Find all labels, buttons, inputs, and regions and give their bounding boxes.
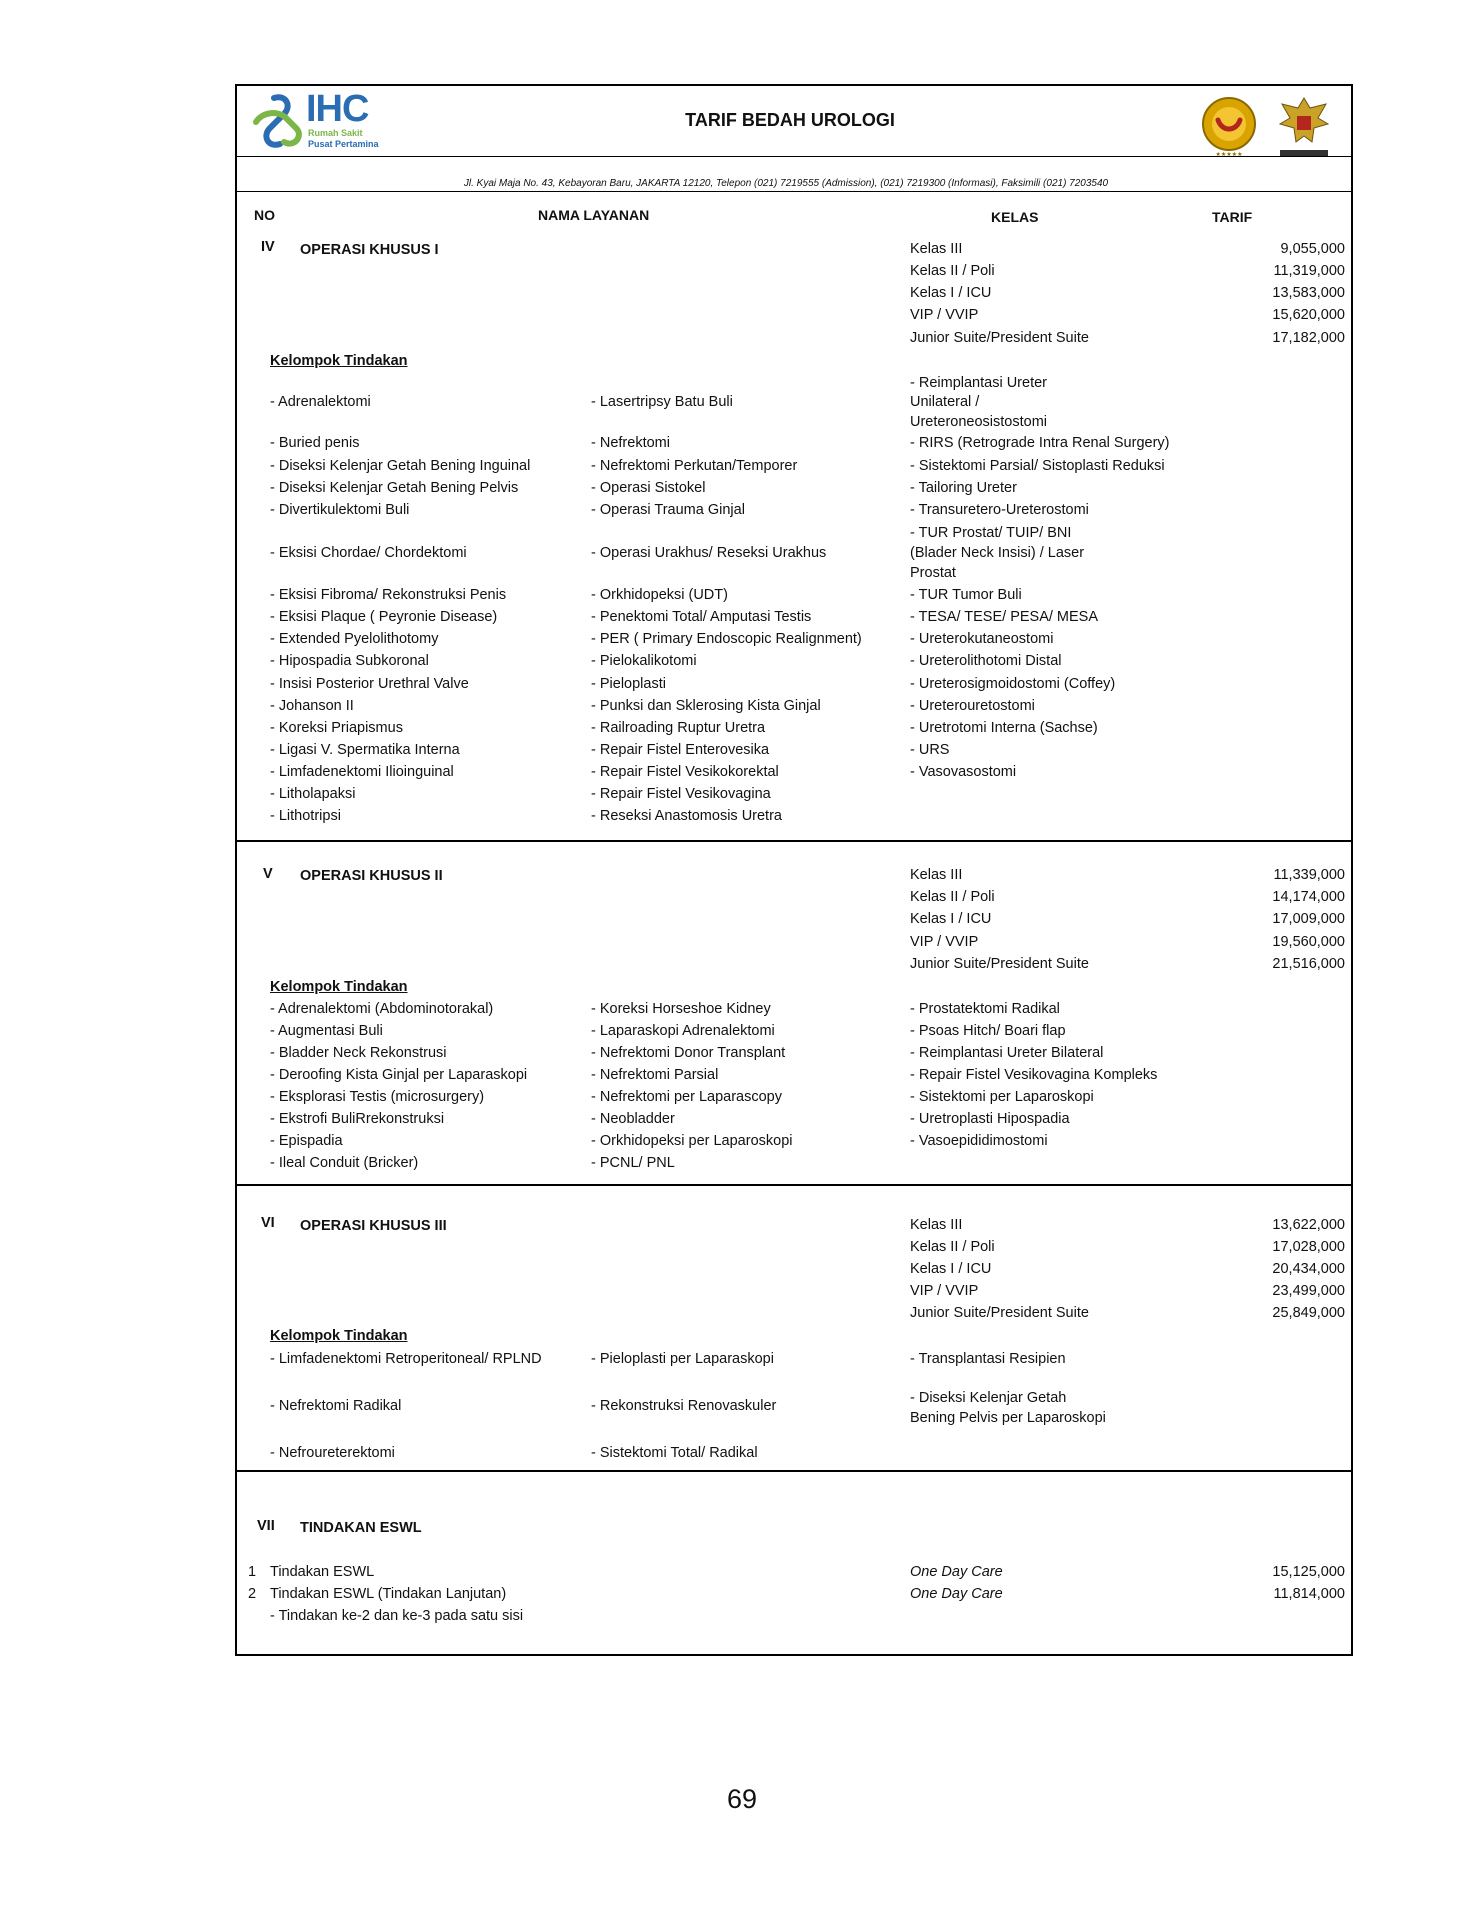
procedure-item: - Eksisi Chordae/ Chordektomi xyxy=(270,545,467,561)
procedure-item: - Diseksi Kelenjar Getah xyxy=(910,1390,1067,1406)
procedure-item: - Limfadenektomi Retroperitoneal/ RPLND xyxy=(270,1351,542,1367)
procedure-item: Prostat xyxy=(910,565,956,581)
procedure-item: - TUR Prostat/ TUIP/ BNI xyxy=(910,525,1072,541)
procedure-item: - Orkhidopeksi per Laparoskopi xyxy=(591,1133,793,1149)
procedure-item: Ureteroneosistostomi xyxy=(910,414,1047,430)
procedure-item: - Ureterokutaneostomi xyxy=(910,631,1054,647)
procedure-item: - Nefrektomi Donor Transplant xyxy=(591,1045,786,1061)
procedure-item: - Repair Fistel Enterovesika xyxy=(591,742,770,758)
procedure-item: - Operasi Trauma Ginjal xyxy=(591,502,745,518)
procedure-item: - TUR Tumor Buli xyxy=(910,587,1022,603)
rate-tarif: 11,339,000 xyxy=(1273,867,1345,883)
procedure-item: - Lasertripsy Batu Buli xyxy=(591,394,733,410)
procedure-item: - Prostatektomi Radikal xyxy=(910,1001,1060,1017)
column-header-no: NO xyxy=(254,207,275,223)
procedure-item: - Adrenalektomi xyxy=(270,394,371,410)
procedure-item: - Rekonstruksi Renovaskuler xyxy=(591,1398,777,1414)
procedure-item: - Insisi Posterior Urethral Valve xyxy=(270,676,469,692)
svg-text:★★★★★: ★★★★★ xyxy=(1215,152,1243,158)
procedure-item: - Sistektomi Total/ Radikal xyxy=(591,1445,758,1461)
procedure-item: - Operasi Urakhus/ Reseksi Urakhus xyxy=(591,545,827,561)
procedure-item: - Ureterolithotomi Distal xyxy=(910,653,1062,669)
procedure-item: - Epispadia xyxy=(270,1133,343,1149)
procedure-item: - Uretrotomi Interna (Sachse) xyxy=(910,720,1098,736)
procedure-item: - Nefrektomi xyxy=(591,435,670,451)
kelompok-tindakan-label: Kelompok Tindakan xyxy=(270,979,408,995)
rate-tarif: 17,028,000 xyxy=(1272,1239,1345,1255)
section-title: OPERASI KHUSUS II xyxy=(300,868,443,884)
rate-kelas: VIP / VVIP xyxy=(910,934,979,950)
rate-tarif: 19,560,000 xyxy=(1272,934,1345,950)
procedure-item: - Eksplorasi Testis (microsurgery) xyxy=(270,1089,485,1105)
procedure-item: - Sistektomi Parsial/ Sistoplasti Reduksi xyxy=(910,458,1165,474)
procedure-item: Tindakan ESWL (Tindakan Lanjutan) xyxy=(270,1586,507,1602)
procedure-note: - Tindakan ke-2 dan ke-3 pada satu sisi xyxy=(270,1608,524,1624)
procedure-item: - Extended Pyelolithotomy xyxy=(270,631,439,647)
rate-tarif: 25,849,000 xyxy=(1272,1305,1345,1321)
procedure-item: - Limfadenektomi Ilioinguinal xyxy=(270,764,454,780)
procedure-item: - Divertikulektomi Buli xyxy=(270,502,410,518)
procedure-item: - Eksisi Plaque ( Peyronie Disease) xyxy=(270,609,498,625)
procedure-item: - Lithotripsi xyxy=(270,808,341,824)
rate-tarif: 17,009,000 xyxy=(1272,911,1345,927)
procedure-item: - Orkhidopeksi (UDT) xyxy=(591,587,728,603)
procedure-item: - Buried penis xyxy=(270,435,360,451)
column-header-nama: NAMA LAYANAN xyxy=(538,207,650,223)
procedure-item: - Penektomi Total/ Amputasi Testis xyxy=(591,609,812,625)
procedure-item: Tindakan ESWL xyxy=(270,1564,375,1580)
rate-kelas: One Day Care xyxy=(910,1564,1003,1580)
rate-kelas: Junior Suite/President Suite xyxy=(910,956,1089,972)
procedure-item: - Neobladder xyxy=(591,1111,675,1127)
accreditation-emblem-icon xyxy=(1198,96,1260,158)
rate-kelas: Kelas II / Poli xyxy=(910,263,995,279)
procedure-item: - Tailoring Ureter xyxy=(910,480,1017,496)
procedure-item: - Nefrektomi Perkutan/Temporer xyxy=(591,458,798,474)
procedure-item: - Laparaskopi Adrenalektomi xyxy=(591,1023,775,1039)
rate-tarif: 20,434,000 xyxy=(1272,1261,1345,1277)
procedure-item: Unilateral / xyxy=(910,394,980,410)
rate-tarif: 15,620,000 xyxy=(1272,307,1345,323)
procedure-item: - Ileal Conduit (Bricker) xyxy=(270,1155,419,1171)
rate-tarif: 11,814,000 xyxy=(1273,1586,1345,1602)
procedure-item: - Reseksi Anastomosis Uretra xyxy=(591,808,782,824)
rate-kelas: Kelas II / Poli xyxy=(910,889,995,905)
procedure-item: - Koreksi Horseshoe Kidney xyxy=(591,1001,771,1017)
procedure-item: - Hipospadia Subkoronal xyxy=(270,653,429,669)
procedure-item: - Diseksi Kelenjar Getah Bening Pelvis xyxy=(270,480,519,496)
procedure-item: - URS xyxy=(910,742,950,758)
procedure-item: - PER ( Primary Endoscopic Realignment) xyxy=(591,631,862,647)
item-number: 1 xyxy=(248,1564,257,1580)
section-number: VI xyxy=(261,1215,275,1231)
procedure-item: - Pielokalikotomi xyxy=(591,653,697,669)
procedure-item: Bening Pelvis per Laparoskopi xyxy=(910,1410,1106,1426)
rate-kelas: Junior Suite/President Suite xyxy=(910,1305,1089,1321)
logo-text: IHC xyxy=(306,88,369,130)
section-title: OPERASI KHUSUS III xyxy=(300,1218,447,1234)
procedure-item: - Koreksi Priapismus xyxy=(270,720,403,736)
procedure-item: - TESA/ TESE/ PESA/ MESA xyxy=(910,609,1099,625)
procedure-item: - Adrenalektomi (Abdominotorakal) xyxy=(270,1001,494,1017)
procedure-item: - Sistektomi per Laparoskopi xyxy=(910,1089,1094,1105)
procedure-item: (Blader Neck Insisi) / Laser xyxy=(910,545,1085,561)
procedure-item: - Litholapaksi xyxy=(270,786,356,802)
section-number: V xyxy=(263,866,273,882)
procedure-item: - Pieloplasti per Laparaskopi xyxy=(591,1351,774,1367)
page-title: TARIF BEDAH UROLOGI xyxy=(685,110,895,130)
column-header-tarif: TARIF xyxy=(1212,209,1253,225)
procedure-item: - Reimplantasi Ureter Bilateral xyxy=(910,1045,1104,1061)
procedure-item: - Ekstrofi BuliRrekonstruksi xyxy=(270,1111,445,1127)
section-divider xyxy=(235,1470,1353,1472)
procedure-item: - PCNL/ PNL xyxy=(591,1155,675,1171)
logo-subtitle: Pusat Pertamina xyxy=(308,139,379,149)
procedure-item: - Punksi dan Sklerosing Kista Ginjal xyxy=(591,698,821,714)
item-number: 2 xyxy=(248,1586,257,1602)
section-divider xyxy=(235,1184,1353,1186)
procedure-item: - Nefroureterektomi xyxy=(270,1445,395,1461)
procedure-item: - Nefrektomi per Laparascopy xyxy=(591,1089,782,1105)
procedure-item: - RIRS (Retrograde Intra Renal Surgery) xyxy=(910,435,1170,451)
procedure-item: - Reimplantasi Ureter xyxy=(910,375,1047,391)
procedure-item: - Psoas Hitch/ Boari flap xyxy=(910,1023,1066,1039)
rate-kelas: Kelas II / Poli xyxy=(910,1239,995,1255)
rate-tarif: 11,319,000 xyxy=(1273,263,1345,279)
procedure-item: - Transplantasi Resipien xyxy=(910,1351,1066,1367)
rate-kelas: VIP / VVIP xyxy=(910,1283,979,1299)
procedure-item: - Ureterosigmoidostomi (Coffey) xyxy=(910,676,1116,692)
procedure-item: - Uretroplasti Hipospadia xyxy=(910,1111,1070,1127)
rate-tarif: 14,174,000 xyxy=(1272,889,1345,905)
section-divider xyxy=(235,840,1353,842)
logo-subtitle: Rumah Sakit xyxy=(308,128,363,138)
procedure-item: - Deroofing Kista Ginjal per Laparaskopi xyxy=(270,1067,528,1083)
procedure-item: - Vasoepididimostomi xyxy=(910,1133,1048,1149)
section-title: TINDAKAN ESWL xyxy=(300,1520,422,1536)
rate-tarif: 21,516,000 xyxy=(1272,956,1345,972)
procedure-item: - Nefrektomi Parsial xyxy=(591,1067,719,1083)
page-number: 69 xyxy=(726,1784,758,1814)
section-number: VII xyxy=(257,1518,275,1534)
rate-kelas: Kelas III xyxy=(910,1217,963,1233)
procedure-item: - Vasovasostomi xyxy=(910,764,1017,780)
rate-kelas: Junior Suite/President Suite xyxy=(910,330,1089,346)
procedure-item: - Repair Fistel Vesikovagina xyxy=(591,786,771,802)
garuda-emblem-icon xyxy=(1276,94,1332,158)
procedure-item: - Nefrektomi Radikal xyxy=(270,1398,402,1414)
procedure-item: - Johanson II xyxy=(270,698,354,714)
procedure-item: - Transuretero-Ureterostomi xyxy=(910,502,1089,518)
rate-kelas: Kelas I / ICU xyxy=(910,1261,992,1277)
rate-kelas: Kelas I / ICU xyxy=(910,911,992,927)
procedure-item: - Augmentasi Buli xyxy=(270,1023,383,1039)
procedure-item: - Pieloplasti xyxy=(591,676,666,692)
rate-kelas: Kelas I / ICU xyxy=(910,285,992,301)
rate-tarif: 23,499,000 xyxy=(1272,1283,1345,1299)
rate-kelas: One Day Care xyxy=(910,1586,1003,1602)
procedure-item: - Ureterouretostomi xyxy=(910,698,1035,714)
procedure-item: - Railroading Ruptur Uretra xyxy=(591,720,766,736)
rate-tarif: 13,583,000 xyxy=(1272,285,1345,301)
rate-tarif: 9,055,000 xyxy=(1280,241,1345,257)
hospital-address: Jl. Kyai Maja No. 43, Kebayoran Baru, JAKARTA 12120, Telepon (021) 7219555 (Admission), (021) 7219300 (Informasi), Faksimili (021) 7203540 xyxy=(463,178,1109,189)
rate-kelas: Kelas III xyxy=(910,867,963,883)
procedure-item: - Repair Fistel Vesikovagina Kompleks xyxy=(910,1067,1158,1083)
section-number: IV xyxy=(261,239,275,255)
procedure-item: - Bladder Neck Rekonstrusi xyxy=(270,1045,447,1061)
procedure-item: - Diseksi Kelenjar Getah Bening Inguinal xyxy=(270,458,531,474)
column-header-kelas: KELAS xyxy=(991,209,1039,225)
rate-kelas: VIP / VVIP xyxy=(910,307,979,323)
kelompok-tindakan-label: Kelompok Tindakan xyxy=(270,353,408,369)
rate-tarif: 15,125,000 xyxy=(1272,1564,1345,1580)
procedure-item: - Eksisi Fibroma/ Rekonstruksi Penis xyxy=(270,587,507,603)
procedure-item: - Repair Fistel Vesikokorektal xyxy=(591,764,779,780)
procedure-item: - Ligasi V. Spermatika Interna xyxy=(270,742,460,758)
address-divider xyxy=(235,191,1353,192)
rate-tarif: 13,622,000 xyxy=(1272,1217,1345,1233)
rate-tarif: 17,182,000 xyxy=(1272,330,1345,346)
section-title: OPERASI KHUSUS I xyxy=(300,242,439,258)
rate-kelas: Kelas III xyxy=(910,241,963,257)
kelompok-tindakan-label: Kelompok Tindakan xyxy=(270,1328,408,1344)
procedure-item: - Operasi Sistokel xyxy=(591,480,706,496)
header-divider xyxy=(235,156,1353,157)
